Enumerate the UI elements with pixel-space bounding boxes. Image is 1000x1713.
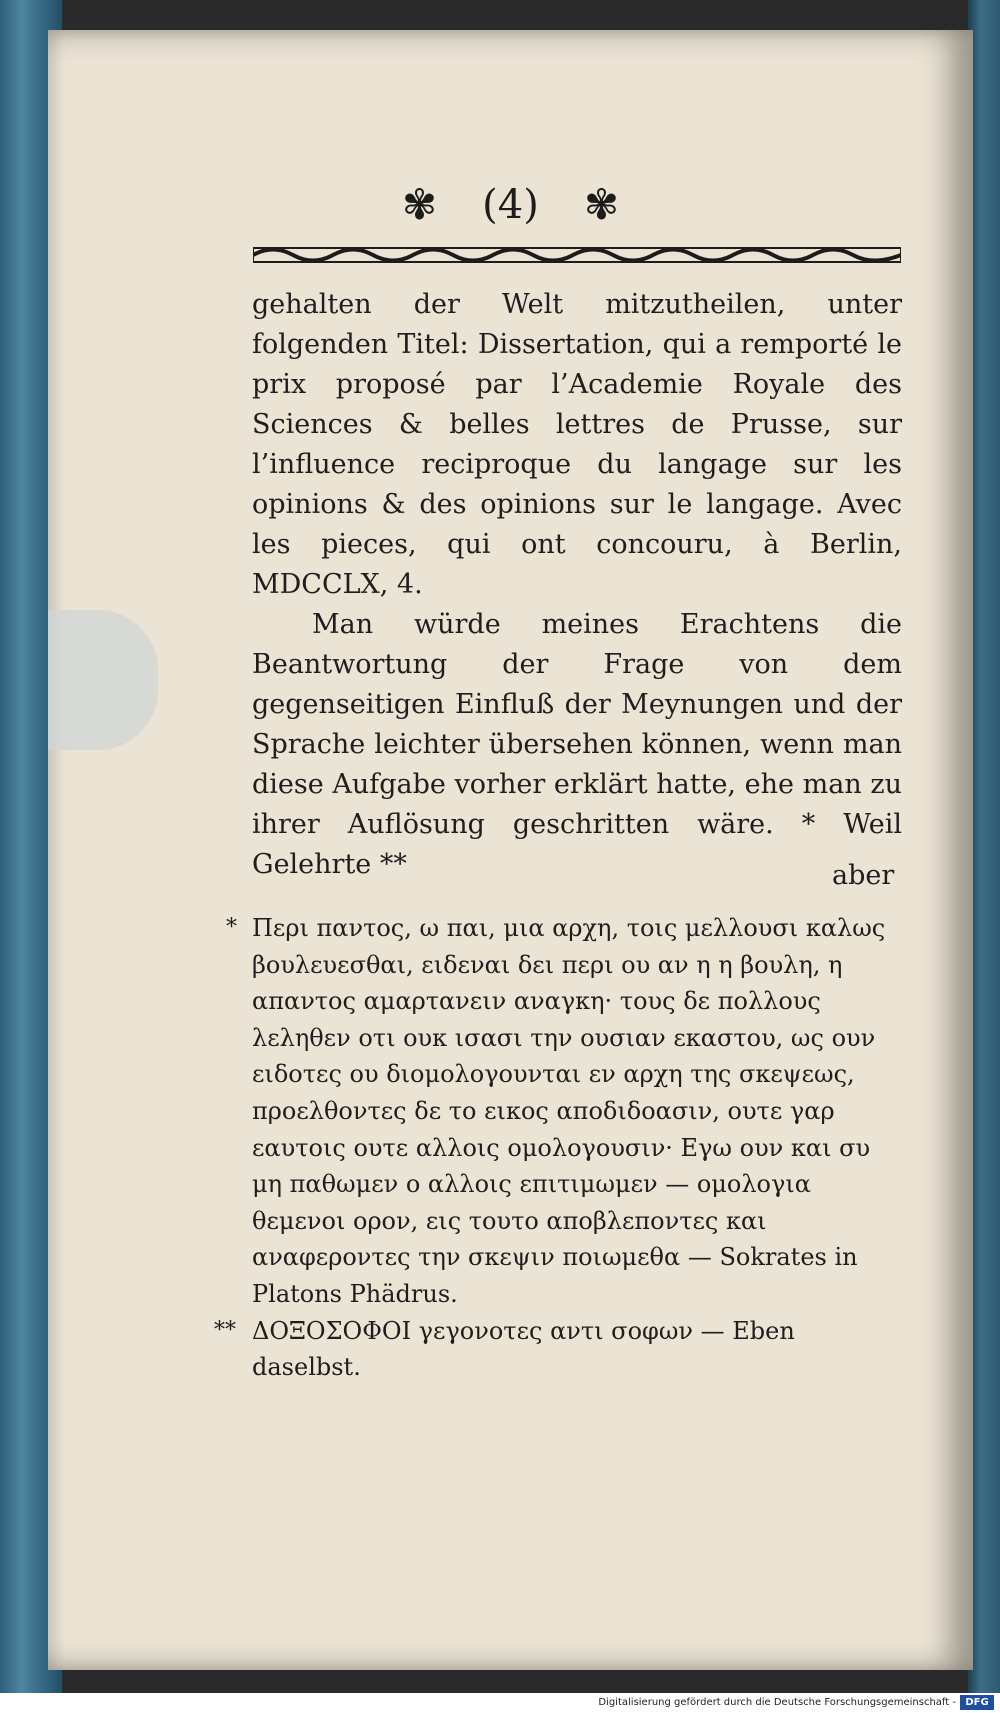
body-text	[252, 285, 902, 885]
decorative-rule	[253, 240, 901, 270]
footnote-marker: **	[214, 1317, 236, 1343]
flower-ornament-icon: ✾	[583, 180, 620, 229]
footnote	[214, 1313, 907, 1386]
catchword: aber	[832, 860, 895, 891]
book-page	[48, 30, 973, 1670]
dfg-logo: DFG	[960, 1695, 994, 1710]
footnote-marker: *	[226, 915, 237, 940]
paragraph: gehalten der Welt mitzutheilen, unter folgenden Titel: Dissertation, qui a remporté le prix proposé par l’Academie Royale des Sciences & belles lettres de Prusse, sur l’influence reciproque du langage sur les opinions & des opinions sur le langage. Avec les pieces, qui ont concouru, à Berlin, MDCCLX, 4.	[252, 289, 902, 600]
paragraph: Man würde meines Erachtens die Beantwortung der Frage von dem gegenseitigen Einfluß der Meynungen und der Sprache leichter übersehen können, wenn man diese Aufgabe vorher erklärt hatte, ehe man zu ihrer Auflösung geschritten wäre. * Weil Gelehrte **	[252, 609, 902, 880]
page-clip	[48, 610, 158, 750]
footnote	[226, 910, 907, 1313]
footer-credit: Digitalisierung gefördert durch die Deutsche Forschungsgemeinschaft -	[598, 1697, 956, 1708]
footnotes	[214, 910, 907, 1386]
footnote-text: ΔΟΞΟΣΟΦΟΙ γεγονοτες αντι σοφων — Eben daselbst.	[252, 1316, 795, 1382]
footnote-text: Περι παντος, ω παι, μια αρχη, τοις μελλουσι καλως βουλευεσθαι, ειδεναι δει περι ου αν η η βουλη, η απαντος αμαρτανειν αναγκη· τους δε πολλους λεληθεν οτι ουκ ισασι την ουσιαν εκαστου, ως ουν ειδοτες ου διομολογουνται εν αρχη της σκεψεως, προελθοντες δε το εικος αποδιδοασιν, ουτε γαρ εαυτοις ουτε αλλοις ομολογουσιν· Εγω ουν και συ μη παθωμεν ο αλλοις επιτιμωμεν — ομολογια θεμενοι ορον, εις τουτο αποβλεποντες και αναφεροντες την σκεψιν ποιωμεθα — Sokrates in Platons Phädrus.	[252, 914, 886, 1308]
page-number: (4)	[482, 181, 539, 228]
flower-ornament-icon: ✾	[401, 180, 438, 229]
